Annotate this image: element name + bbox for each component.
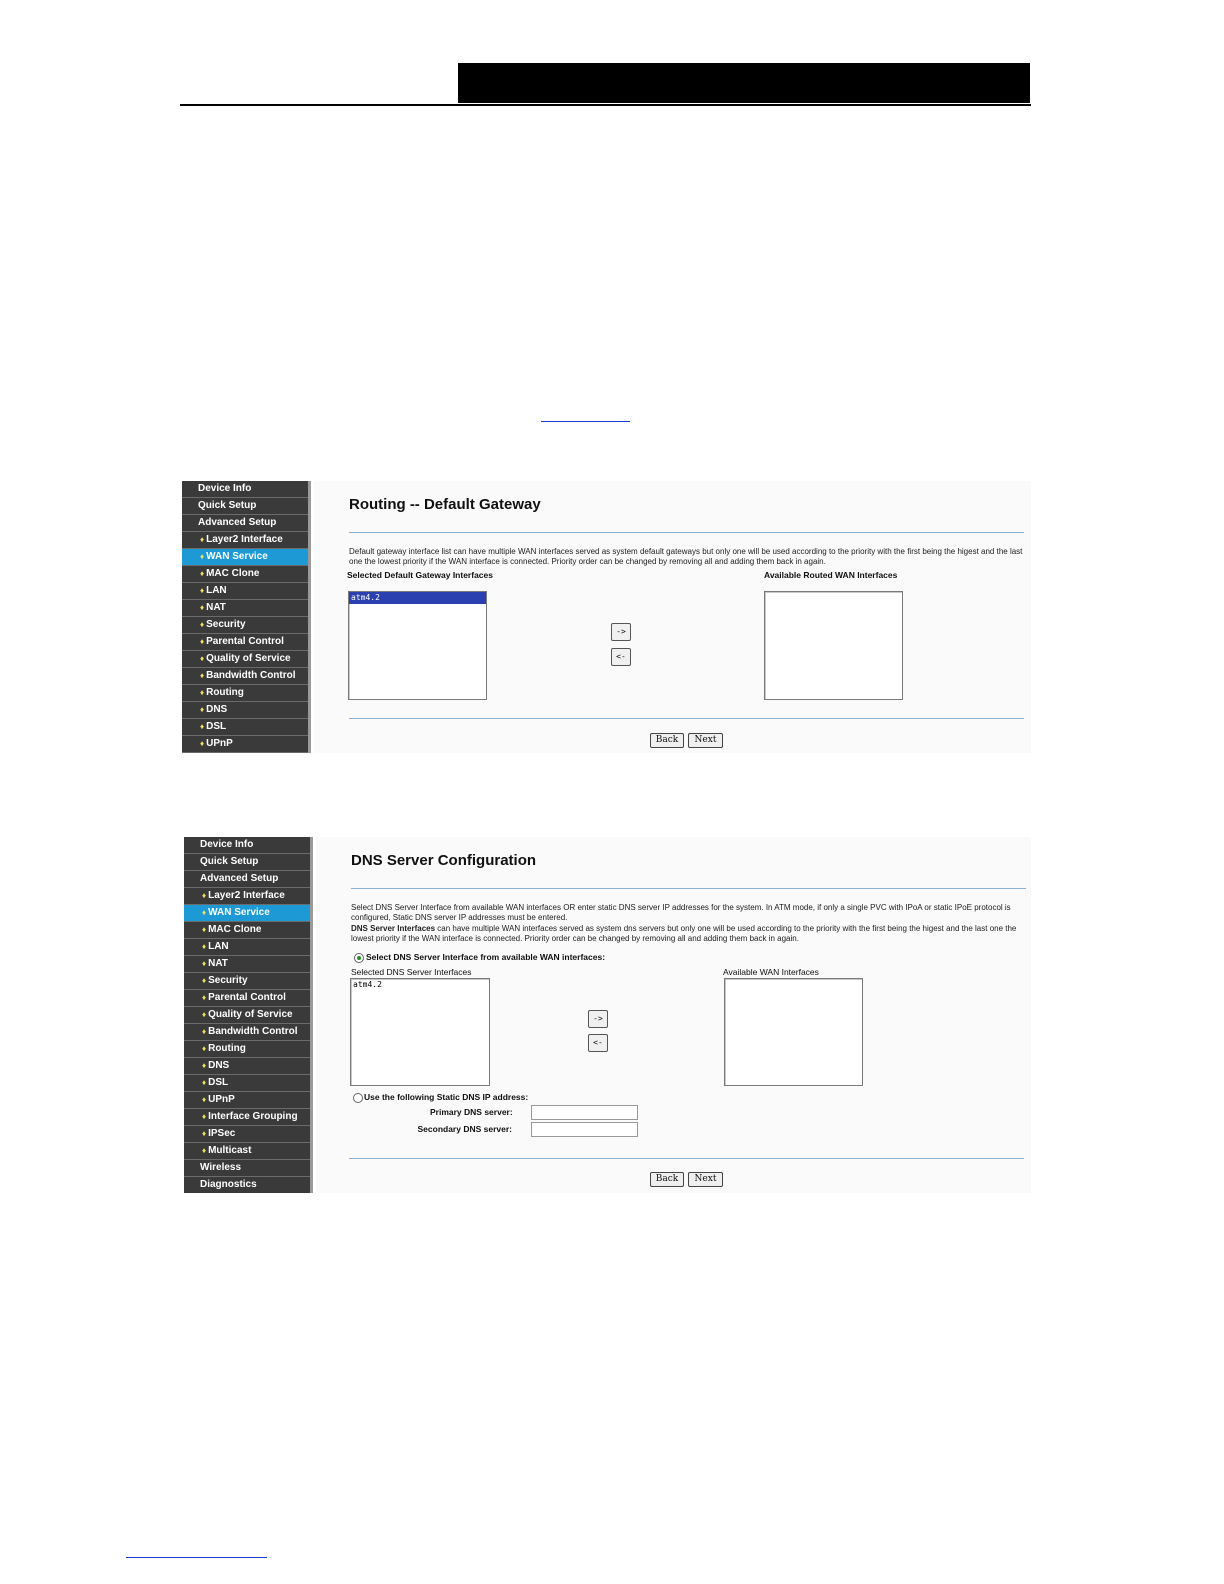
interface-option-label: Select DNS Server Interface from available WAN interfaces: — [366, 952, 606, 962]
sidebar-item-label: NAT — [206, 602, 226, 613]
sidebar-item-label: Diagnostics — [200, 1179, 257, 1190]
bullet-icon: ♦ — [200, 620, 205, 629]
sidebar-item-label: DSL — [208, 1077, 229, 1088]
sidebar-item-dsl[interactable] — [184, 1075, 310, 1092]
bullet-icon: ♦ — [200, 654, 205, 663]
sidebar-item-dns[interactable] — [182, 702, 308, 719]
sidebar-item-quick-setup[interactable] — [182, 498, 308, 515]
sidebar-item-quality-of-service[interactable] — [184, 1007, 310, 1024]
list-item[interactable]: atm4.2 — [349, 592, 486, 604]
bullet-icon: ♦ — [200, 535, 205, 544]
sidebar-item-mac-clone[interactable] — [184, 922, 310, 939]
sidebar-item-label: DSL — [206, 721, 227, 732]
sidebar-item-wan-service[interactable] — [182, 549, 308, 566]
divider — [349, 1158, 1024, 1159]
sidebar-item-label: Quick Setup — [198, 500, 257, 511]
selected-gateway-label: Selected Default Gateway Interfaces — [347, 570, 493, 580]
sidebar-item-label: Quality of Service — [206, 653, 291, 664]
bullet-icon: ♦ — [200, 637, 205, 646]
sidebar-item-multicast[interactable] — [184, 1143, 310, 1160]
sidebar-item-routing[interactable] — [182, 685, 308, 702]
available-wan-label: Available Routed WAN Interfaces — [764, 570, 898, 580]
bullet-icon: ♦ — [200, 586, 205, 595]
sidebar-item-lan[interactable] — [182, 583, 308, 600]
sidebar-item-advanced-setup[interactable] — [182, 515, 308, 532]
sidebar-item-label: NAT — [208, 958, 228, 969]
bullet-icon: ♦ — [202, 1078, 207, 1087]
sidebar-item-label: Bandwidth Control — [208, 1026, 298, 1037]
sidebar-item-label: Security — [208, 975, 248, 986]
add-arrow-button[interactable]: -> — [588, 1010, 608, 1028]
bullet-icon: ♦ — [200, 688, 205, 697]
sidebar-item-label: Advanced Setup — [200, 873, 279, 884]
sidebar-item-label: DNS — [208, 1060, 230, 1071]
sidebar-item-label: Routing — [208, 1043, 246, 1054]
selected-dns-label: Selected DNS Server Interfaces — [351, 967, 472, 977]
primary-dns-label: Primary DNS server: — [430, 1107, 513, 1117]
bullet-icon: ♦ — [202, 959, 207, 968]
sidebar-item-ipsec[interactable] — [184, 1126, 310, 1143]
sidebar-item-mac-clone[interactable] — [182, 566, 308, 583]
sidebar-item-label: DNS — [206, 704, 228, 715]
sidebar-item-routing[interactable] — [184, 1041, 310, 1058]
bullet-icon: ♦ — [202, 1010, 207, 1019]
dns-interfaces-term: DNS Server Interfaces — [351, 924, 436, 933]
remove-arrow-button[interactable]: <- — [588, 1034, 608, 1052]
sidebar-item-layer2-interface[interactable] — [184, 888, 310, 905]
sidebar-item-dsl[interactable] — [182, 719, 308, 736]
selected-dns-list[interactable] — [350, 978, 490, 1086]
divider — [351, 888, 1026, 889]
bullet-icon: ♦ — [202, 1095, 207, 1104]
sidebar-item-label: Wireless — [200, 1162, 242, 1173]
sidebar-item-label: LAN — [208, 941, 229, 952]
gateway-content — [314, 481, 1031, 753]
sidebar-item-label: Quick Setup — [200, 856, 259, 867]
sidebar-item-label: Multicast — [208, 1145, 252, 1156]
bullet-icon: ♦ — [202, 1129, 207, 1138]
bullet-icon: ♦ — [200, 552, 205, 561]
sidebar-nav — [184, 837, 310, 1193]
bullet-icon: ♦ — [200, 603, 205, 612]
bullet-icon: ♦ — [200, 671, 205, 680]
sidebar-item-label: Interface Grouping — [208, 1111, 298, 1122]
sidebar-item-device-info[interactable] — [182, 481, 308, 498]
sidebar-rail — [308, 481, 311, 753]
available-wan-list[interactable] — [764, 591, 903, 700]
bullet-icon: ♦ — [200, 722, 205, 731]
sidebar-rail — [310, 837, 313, 1193]
bullet-icon: ♦ — [202, 993, 207, 1002]
sidebar-item-quality-of-service[interactable] — [182, 651, 308, 668]
page-title: DNS Server Configuration — [351, 852, 537, 869]
bullet-icon: ♦ — [202, 1146, 207, 1155]
description: Default gateway interface list can have multiple WAN interfaces served as system default gateways but only one will be used according to the priority with the first being the higest and the last one the lowest priority if the WAN interface is connected. Priority order can be changed by removing all and adding them back in again. — [349, 547, 1023, 566]
sidebar-item-label: Quality of Service — [208, 1009, 293, 1020]
remove-arrow-button[interactable]: <- — [611, 648, 631, 666]
bullet-icon: ♦ — [202, 976, 207, 985]
bullet-icon: ♦ — [200, 569, 205, 578]
available-wan-label: Available WAN Interfaces — [723, 967, 819, 977]
sidebar-item-label: MAC Clone — [208, 924, 262, 935]
sidebar-item-quick-setup[interactable] — [184, 854, 310, 871]
header-bar — [458, 63, 1030, 103]
interface-radio[interactable] — [354, 953, 364, 963]
back-button[interactable]: Back — [650, 733, 684, 748]
sidebar-item-label: WAN Service — [208, 907, 270, 918]
list-item[interactable]: atm4.2 — [353, 980, 382, 989]
bullet-icon: ♦ — [202, 908, 207, 917]
divider — [349, 532, 1024, 533]
sidebar-item-device-info[interactable] — [184, 837, 310, 854]
sidebar-item-interface-grouping[interactable] — [184, 1109, 310, 1126]
bullet-icon: ♦ — [202, 1044, 207, 1053]
dns-content — [316, 837, 1031, 1193]
sidebar-item-upnp[interactable] — [182, 736, 308, 753]
dns-config-screenshot — [182, 837, 1031, 1193]
bullet-icon: ♦ — [202, 1027, 207, 1036]
sidebar-item-label: WAN Service — [206, 551, 268, 562]
sidebar-item-parental-control[interactable] — [182, 634, 308, 651]
sidebar-item-label: Security — [206, 619, 246, 630]
link-underline[interactable] — [541, 421, 630, 422]
sidebar-item-label: UPnP — [206, 738, 233, 749]
sidebar-item-label: LAN — [206, 585, 227, 596]
sidebar-nav — [182, 481, 308, 753]
primary-dns-input[interactable] — [531, 1105, 638, 1120]
sidebar-item-bandwidth-control[interactable] — [182, 668, 308, 685]
bullet-icon: ♦ — [202, 942, 207, 951]
divider — [349, 718, 1024, 719]
sidebar-item-wan-service[interactable] — [184, 905, 310, 922]
default-gateway-screenshot — [182, 481, 1031, 753]
sidebar-item-nat[interactable] — [182, 600, 308, 617]
sidebar-item-security[interactable] — [182, 617, 308, 634]
sidebar-item-nat[interactable] — [184, 956, 310, 973]
sidebar-item-label: Parental Control — [206, 636, 284, 647]
bullet-icon: ♦ — [202, 925, 207, 934]
sidebar-item-bandwidth-control[interactable] — [184, 1024, 310, 1041]
header-rule — [180, 104, 1031, 106]
sidebar-item-label: Layer2 Interface — [208, 890, 285, 901]
sidebar-item-parental-control[interactable] — [184, 990, 310, 1007]
bullet-icon: ♦ — [200, 705, 205, 714]
selected-gateway-list[interactable] — [348, 591, 487, 700]
footer-link-underline[interactable] — [126, 1557, 267, 1558]
bullet-icon: ♦ — [202, 1112, 207, 1121]
next-button[interactable]: Next — [688, 1172, 723, 1187]
sidebar-item-label: IPSec — [208, 1128, 236, 1139]
secondary-dns-input[interactable] — [531, 1122, 638, 1137]
sidebar-item-wireless[interactable] — [184, 1160, 310, 1177]
add-arrow-button[interactable]: -> — [611, 623, 631, 641]
sidebar-item-label: Routing — [206, 687, 244, 698]
description: Select DNS Server Interface from available WAN interfaces OR enter static DNS server IP addresses for the system. In ATM mode, if only a single PVC with IPoA or static IPoE protocol is configured, Static DNS server IP addresses must be entered. — [351, 903, 1011, 922]
sidebar-item-upnp[interactable] — [184, 1092, 310, 1109]
bullet-icon: ♦ — [202, 1061, 207, 1070]
page-title: Routing -- Default Gateway — [349, 496, 541, 513]
sidebar-item-dns[interactable] — [184, 1058, 310, 1075]
available-wan-list[interactable] — [724, 978, 863, 1086]
secondary-dns-label: Secondary DNS server: — [417, 1124, 512, 1134]
next-button[interactable]: Next — [688, 733, 723, 748]
sidebar-item-security[interactable] — [184, 973, 310, 990]
bullet-icon: ♦ — [200, 739, 205, 748]
sidebar-item-label: Bandwidth Control — [206, 670, 296, 681]
bullet-icon: ♦ — [202, 891, 207, 900]
back-button[interactable]: Back — [650, 1172, 684, 1187]
static-option-label: Use the following Static DNS IP address: — [364, 1092, 529, 1102]
sidebar-item-label: MAC Clone — [206, 568, 260, 579]
sidebar-item-label: Layer2 Interface — [206, 534, 283, 545]
sidebar-item-lan[interactable] — [184, 939, 310, 956]
sidebar-item-diagnostics[interactable] — [184, 1177, 310, 1193]
sidebar-item-advanced-setup[interactable] — [184, 871, 310, 888]
sidebar-item-label: Advanced Setup — [198, 517, 277, 528]
description-priority-text: can have multiple WAN interfaces served as system dns servers but only one will be used according to the priority with the first being the higest and the last one the lowest priority if the WAN interface is connected. Priority order can be changed by removing all and adding them back in again. — [351, 924, 1017, 943]
sidebar-item-layer2-interface[interactable] — [182, 532, 308, 549]
sidebar-item-label: Device Info — [198, 483, 252, 494]
description-priority — [351, 924, 1026, 944]
sidebar-item-label: Device Info — [200, 839, 254, 850]
static-radio[interactable] — [353, 1093, 363, 1103]
sidebar-item-label: UPnP — [208, 1094, 235, 1105]
sidebar-item-label: Parental Control — [208, 992, 286, 1003]
